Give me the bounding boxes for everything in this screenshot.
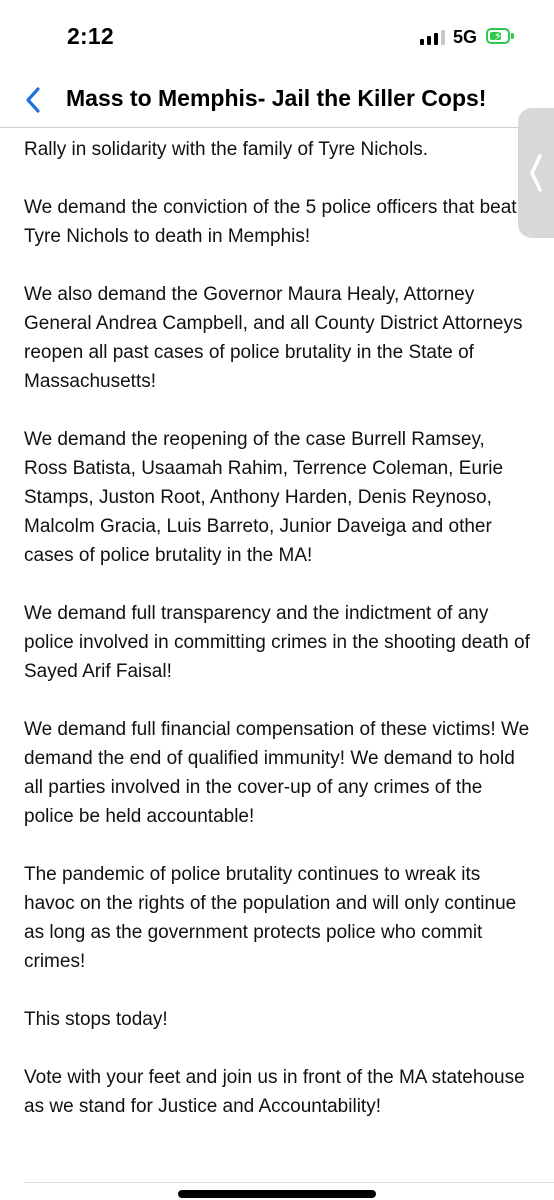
back-button[interactable] bbox=[16, 84, 50, 116]
cellular-signal-icon bbox=[420, 29, 445, 45]
paragraph: Rally in solidarity with the family of Tyre Nichols. bbox=[24, 139, 429, 160]
battery-charging-icon: ⚡ bbox=[486, 28, 516, 46]
home-indicator[interactable] bbox=[178, 1190, 376, 1198]
status-bar bbox=[0, 0, 554, 74]
paragraph: We demand full financial compensation of these victims! We demand the end of qualified immunity! We demand to hold all parties involved in the cover-up of any crimes of the police be held accountable! bbox=[24, 719, 530, 827]
page-title: Mass to Memphis- Jail the Killer Cops! bbox=[66, 85, 487, 111]
paragraph: We also demand the Governor Maura Healy, Attorney General Andrea Campbell, and all County District Attorneys reopen all past cases of police brutality in the State of Massachusetts! bbox=[24, 284, 523, 392]
message-body bbox=[24, 135, 532, 1150]
status-time: 2:12 bbox=[67, 23, 114, 49]
paragraph: We demand the conviction of the 5 police officers that beat Tyre Nichols to death in Memphis! bbox=[24, 197, 517, 247]
header-divider bbox=[0, 127, 554, 128]
chevron-left-icon bbox=[529, 153, 543, 193]
status-indicators bbox=[420, 26, 516, 48]
paragraph: We demand full transparency and the indictment of any police involved in committing crimes in the shooting death of Sayed Arif Faisal! bbox=[24, 603, 530, 682]
chevron-left-icon bbox=[25, 87, 41, 113]
paragraph: Vote with your feet and join us in front of the MA statehouse as we stand for Justice and Accountability! bbox=[24, 1067, 525, 1117]
network-type: 5G bbox=[452, 26, 477, 47]
paragraph: The pandemic of police brutality continues to wreak its havoc on the rights of the population and will only continue as long as the government protects police who commit crimes! bbox=[24, 864, 517, 972]
paragraph: We demand the reopening of the case Burrell Ramsey, Ross Batista, Usaamah Rahim, Terrence Coleman, Eurie Stamps, Juston Root, Anthony Harden, Denis Reynoso, Malcolm Gracia, Luis Barreto, Junior Daveiga and other cases of police brutality in the MA! bbox=[24, 429, 504, 566]
paragraph: This stops today! bbox=[24, 1009, 168, 1030]
side-panel-tab[interactable] bbox=[518, 108, 554, 238]
bottom-divider bbox=[24, 1182, 554, 1183]
navigation-bar bbox=[0, 74, 554, 127]
